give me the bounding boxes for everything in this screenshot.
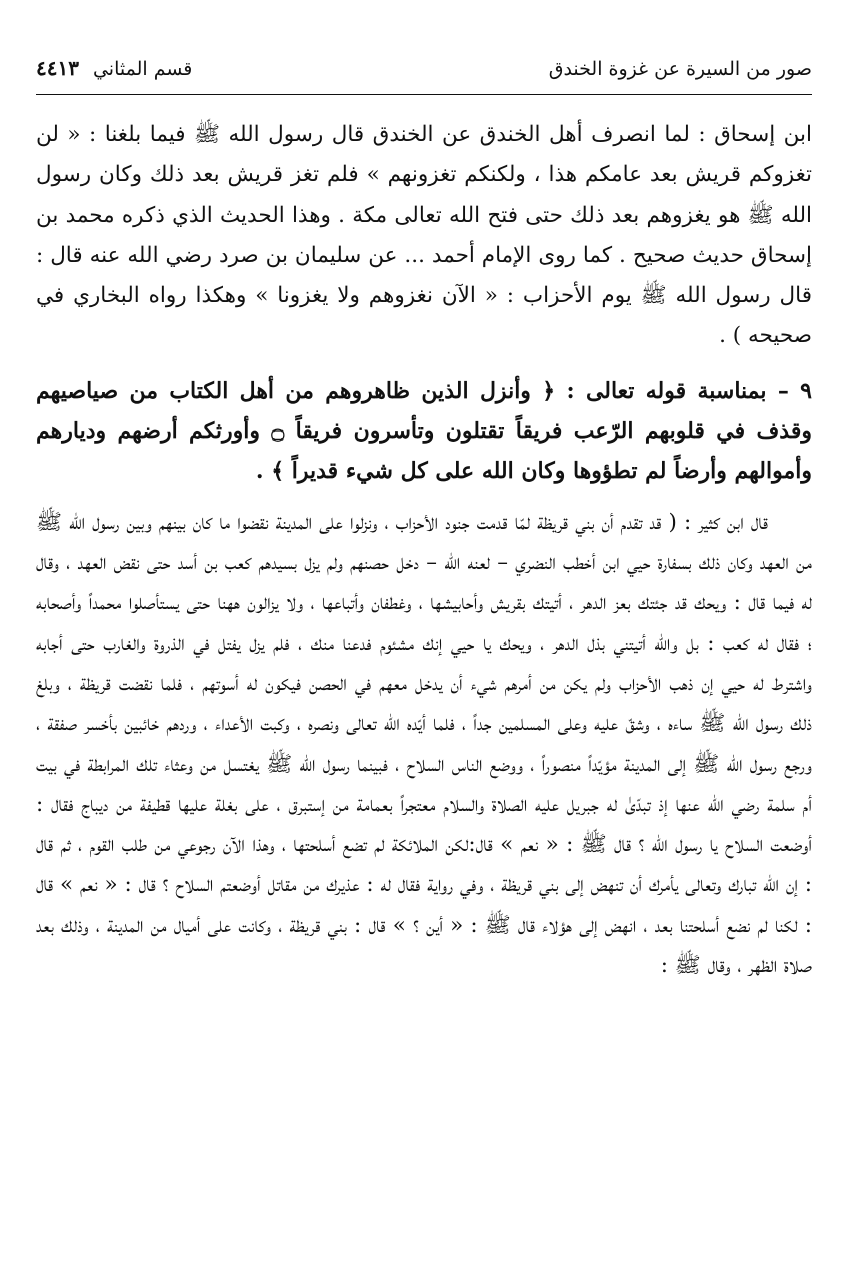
book-page (36, 56, 812, 986)
paragraph-ibn-ishaq: ابن إسحاق : لما انصرف أهل الخندق عن الخندق قال رسول الله ﷺ فيما بلغنا : « لن تغزوكم قريش بعد عامكم هذا ، ولكنكم تغزونهم » فلم تغز قريش بعد ذلك وكان رسول الله ﷺ هو يغزوهم بعد ذلك حتى فتح الله تعالى مكة . وهذا الحديث الذي ذكره محمد بن إسحاق حديث صحيح . كما روى الإمام أحمد ... عن سليمان بن صرد رضي الله عنه قال : قال رسول الله ﷺ يوم الأحزاب : « الآن نغزوهم ولا يغزونا » وهكذا رواه البخاري في صحيحه ) . (36, 122, 812, 349)
header-left-group (36, 56, 192, 80)
running-header (36, 56, 812, 86)
paragraph-ibn-kathir: قال ابن كثير : ( قد تقدم أن بني قريظة لمّا قدمت جنود الأحزاب ، ونزلوا على المدينة نقضوا ما كان بينهم وبين رسول الله ﷺ من العهد وكان ذلك بسفارة حيي ابن أخطب النضري – لعنه الله – دخل حصنهم ولم يزل بسيدهم كعب بن أسد حتى نقض العهد ، وقال له فيما قال : ويحك قد جئتك بعز الدهر ، أتيتك بقريش وأحابيشها ، وغطفان وأتباعها ، ولا يزالون ههنا حتى يستأصلوا محمداً وأصحابه ؛ فقال له كعب : بل والله أتيتني بذل الدهر ، ويحك يا حيي إنك مشئوم فدعنا منك ، فلم يزل يفتل في الذروة والغارب حتى أجابه واشترط له حيي إن ذهب الأحزاب ولم يكن من أمرهم شيء أن يدخل معهم في الحصن فيكون له أسوتهم ، فلما نقضت قريظة ، وبلغ ذلك رسول الله ﷺ ساءه ، وشقّ عليه وعلى المسلمين جداً ، فلما أيّده الله تعالى ونصره ، وكبت الأعداء ، وردهم خائبين بأخسر صفقة ، ورجع رسول الله ﷺ إلى المدينة مؤيّداً منصوراً ، ووضع الناس السلاح ، فبينما رسول الله ﷺ يغتسل من وعثاء تلك المرابطة في بيت أم سلمة رضي الله عنها إذ تبدّىٰ له جبريل عليه الصلاة والسلام معتجراً بعمامة من إستبرق ، على بغلة عليها قطيفة من ديباج فقال : أوضعت السلاح يا رسول الله ؟ قال ﷺ : « نعم » قال:لكن الملائكة لم تضع أسلحتها ، وهذا الآن رجوعي من طلب القوم ، ثم قال : إن الله تبارك وتعالى يأمرك أن تنهض إلى بني قريظة ، وفي رواية فقال له : عذيرك من مقاتل أوضعتم السلاح ؟ قال : « نعم » قال : لكنا لم نضع أسلحتنا بعد ، انهض إلى هؤلاء قال ﷺ : « أين ؟ » قال : بني قريظة ، وكانت على أميال من المدينة ، وذلك بعد صلاة الظهر ، وقال ﷺ : (36, 509, 812, 979)
chapter-title: صور من السيرة عن غزوة الخندق (548, 58, 812, 80)
section-label: قسم المثاني (92, 58, 193, 80)
header-rule (36, 94, 812, 95)
page-number: ٤٤١٣ (36, 56, 79, 80)
paragraph-quran-verse: ٩ – بمناسبة قوله تعالى : ﴿ وأنزل الذين ظاهروهم من أهل الكتاب من صياصيهم وقذف في قلوبهم الرّعب فريقاً تقتلون وتأسرون فريقاً ۝ وأورثكم أرضهم وديارهم وأموالهم وأرضاً لم تطؤوها وكان الله على كل شيء قديراً ﴾ . (36, 377, 812, 484)
